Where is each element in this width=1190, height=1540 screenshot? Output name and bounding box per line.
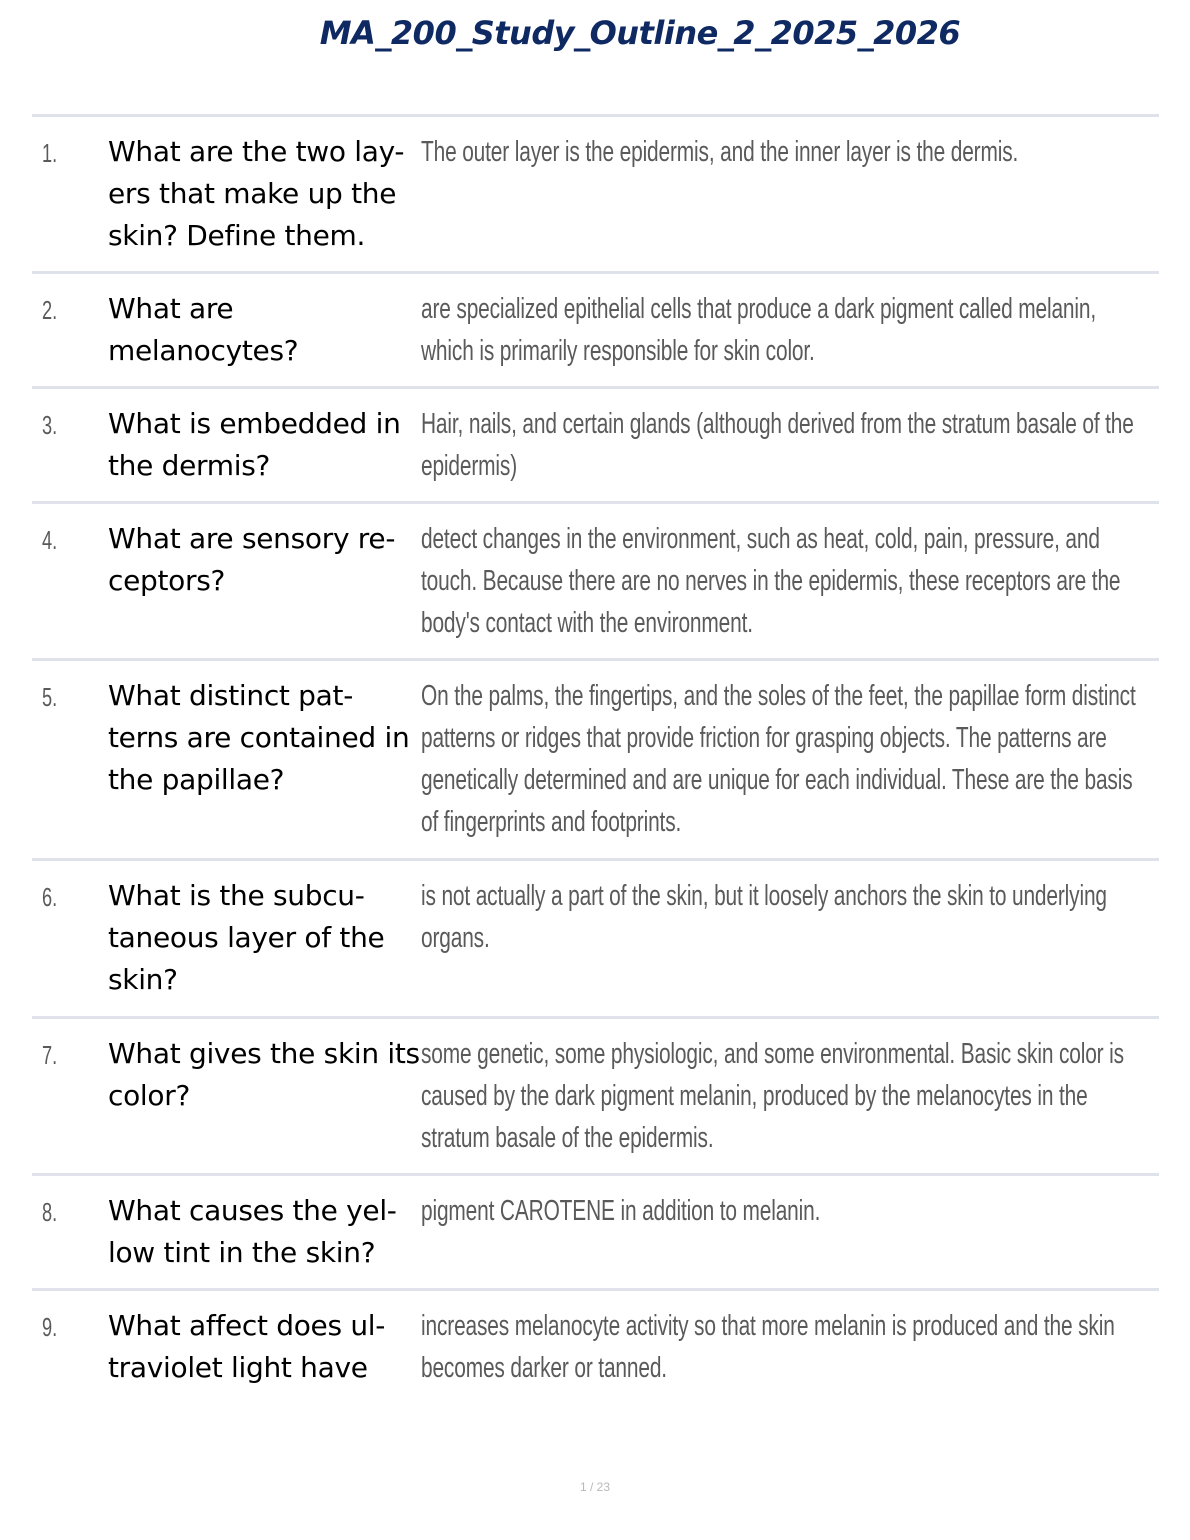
item-number: 7. <box>42 1040 58 1070</box>
item-number: 1. <box>42 138 58 168</box>
answer-text: Hair, nails, and certain glands (although derived from the stratum basale of the epidermis) <box>421 408 1134 482</box>
answer-text: is not actually a part of the skin, but it loosely anchors the skin to underlying organs. <box>421 880 1107 954</box>
item-number: 2. <box>42 295 58 325</box>
qa-row <box>32 389 1159 504</box>
item-number: 6. <box>42 882 58 912</box>
question-text: What distinct pat-terns are contained in the papillae? <box>108 679 410 796</box>
question-text: What is embedded in the dermis? <box>108 407 401 482</box>
answer-text: The outer layer is the epidermis, and the inner layer is the dermis. <box>421 136 1019 168</box>
item-number: 3. <box>42 410 58 440</box>
answer-text: are specialized epithelial cells that produce a dark pigment called melanin, which is primarily responsible for skin color. <box>421 293 1097 367</box>
answer-text: some genetic, some physiologic, and some environmental. Basic skin color is caused by the dark pigment melanin, produced by the melanocytes in the stratum basale of the epidermis. <box>421 1038 1124 1154</box>
question-text: What gives the skin its color? <box>108 1037 420 1112</box>
question-text: What causes the yel-low tint in the skin? <box>108 1194 397 1269</box>
qa-table <box>32 114 1159 1401</box>
item-number: 8. <box>42 1197 58 1227</box>
page-indicator: 1 / 23 <box>579 1480 611 1494</box>
qa-row <box>32 504 1159 661</box>
answer-text: pigment CAROTENE in addition to melanin. <box>421 1195 821 1227</box>
answer-text: increases melanocyte activity so that more melanin is produced and the skin becomes darker or tanned. <box>421 1310 1115 1384</box>
question-text: What are the two lay-ers that make up the skin? Define them. <box>108 135 405 252</box>
item-number: 5. <box>42 682 58 712</box>
item-number: 4. <box>42 525 58 555</box>
answer-text: On the palms, the fingertips, and the soles of the feet, the papillae form distinct patterns or ridges that provide friction for grasping objects. The patterns are genetically determined and are unique for each individual. These are the basis of fingerprints and footprints. <box>421 680 1136 838</box>
qa-row <box>32 274 1159 389</box>
question-text: What are melanocytes? <box>108 292 299 367</box>
qa-row <box>32 117 1159 274</box>
qa-row <box>32 1176 1159 1291</box>
qa-row <box>32 1019 1159 1176</box>
question-text: What affect does ul-traviolet light have <box>108 1309 386 1384</box>
qa-row <box>32 661 1159 861</box>
qa-row <box>32 1291 1159 1401</box>
question-text: What are sensory re-ceptors? <box>108 522 396 597</box>
answer-text: detect changes in the environment, such as heat, cold, pain, pressure, and touch. Because there are no nerves in the epidermis, these receptors are the body's contact with the environment. <box>421 523 1121 639</box>
item-number: 9. <box>42 1312 58 1342</box>
question-text: What is the subcu-taneous layer of the skin? <box>108 879 385 996</box>
qa-row <box>32 861 1159 1019</box>
document-title: MA_200_Study_Outline_2_2025_2026 <box>319 14 961 52</box>
